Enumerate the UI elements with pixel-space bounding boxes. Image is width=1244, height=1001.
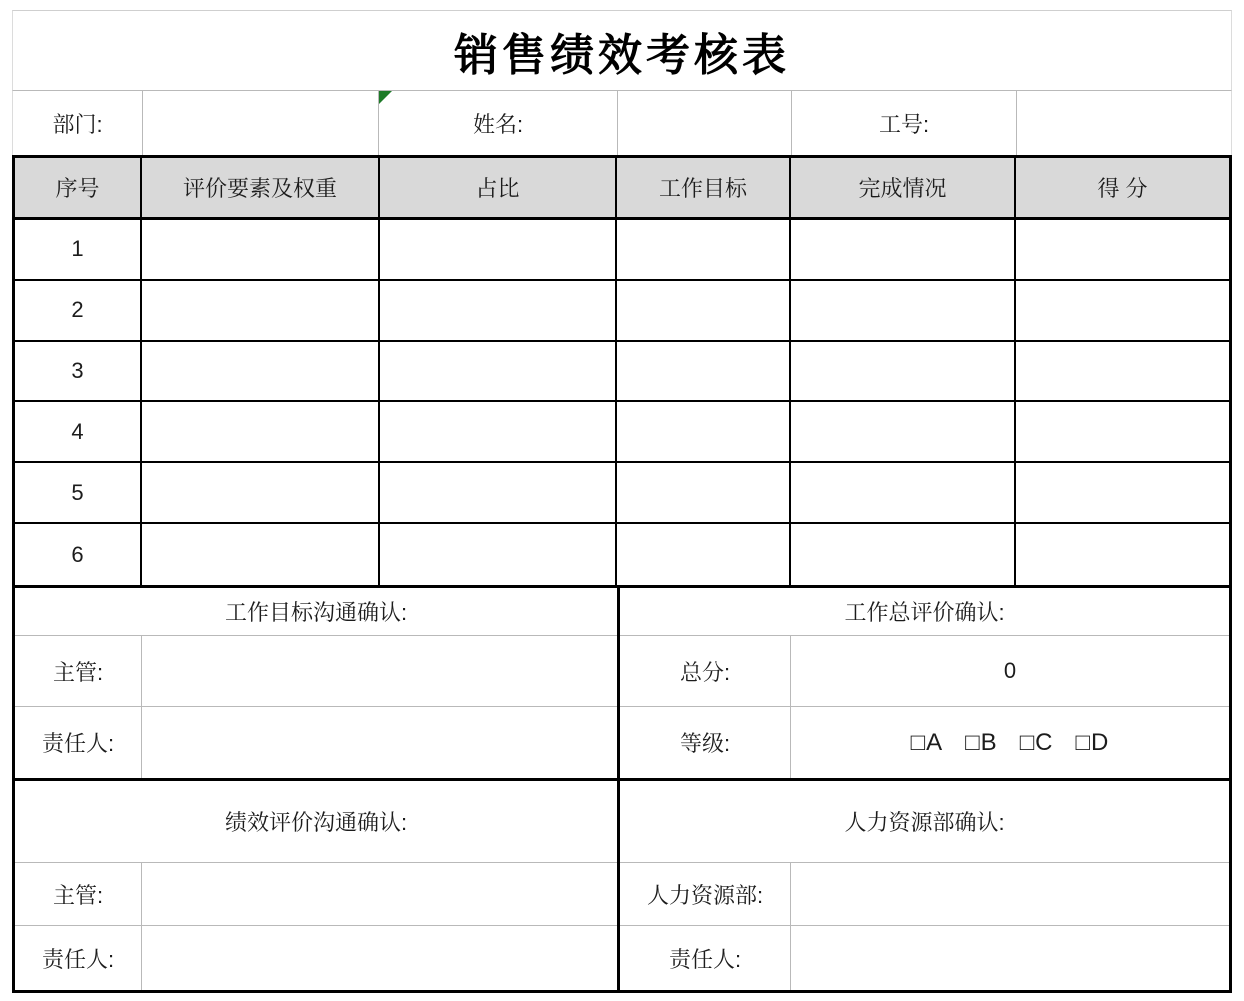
ratio-cell[interactable] bbox=[380, 463, 617, 522]
table-row bbox=[15, 342, 1229, 403]
overall-confirm-heading: 工作总评价确认: bbox=[844, 600, 1005, 625]
supervisor-row bbox=[15, 635, 617, 706]
title-row bbox=[12, 10, 1232, 90]
total-score-label: 总分: bbox=[620, 636, 791, 706]
header-goal: 工作目标 bbox=[617, 158, 791, 217]
completion-cell[interactable] bbox=[791, 524, 1016, 585]
completion-cell[interactable] bbox=[791, 281, 1016, 340]
factor-cell[interactable] bbox=[142, 342, 380, 401]
completion-cell[interactable] bbox=[791, 220, 1016, 279]
responsible-signature-cell[interactable] bbox=[142, 707, 617, 778]
row-number: 2 bbox=[15, 281, 142, 340]
factor-cell[interactable] bbox=[142, 524, 380, 585]
table-row bbox=[15, 402, 1229, 463]
responsible-label: 责任人: bbox=[620, 926, 791, 990]
goal-confirm-heading: 工作目标沟通确认: bbox=[224, 600, 408, 625]
bottom-confirm-section bbox=[12, 778, 1232, 993]
supervisor-row bbox=[15, 862, 617, 925]
responsible-signature-cell[interactable] bbox=[142, 926, 617, 990]
row-number: 1 bbox=[15, 220, 142, 279]
score-cell[interactable] bbox=[1016, 281, 1229, 340]
perf-confirm-heading: 绩效评价沟通确认: bbox=[224, 810, 408, 835]
goal-confirm-block bbox=[15, 588, 620, 778]
ratio-cell[interactable] bbox=[380, 524, 617, 585]
hr-confirm-heading: 人力资源部确认: bbox=[844, 810, 1005, 835]
sales-performance-form bbox=[12, 10, 1232, 993]
table-row bbox=[15, 220, 1229, 281]
row-number: 4 bbox=[15, 402, 142, 461]
perf-confirm-block bbox=[15, 781, 620, 990]
completion-cell[interactable] bbox=[791, 463, 1016, 522]
total-score-value: 0 bbox=[1003, 658, 1017, 683]
name-label-cell bbox=[379, 91, 618, 155]
goal-cell[interactable] bbox=[617, 402, 791, 461]
ratio-cell[interactable] bbox=[380, 220, 617, 279]
hr-signature-cell[interactable] bbox=[791, 863, 1229, 925]
grade-checkbox-b[interactable]: □B bbox=[965, 728, 998, 756]
row-number: 5 bbox=[15, 463, 142, 522]
factor-cell[interactable] bbox=[142, 281, 380, 340]
header-ratio: 占比 bbox=[380, 158, 617, 217]
grade-row bbox=[620, 706, 1229, 778]
score-cell[interactable] bbox=[1016, 342, 1229, 401]
hr-row bbox=[620, 862, 1229, 925]
factor-cell[interactable] bbox=[142, 402, 380, 461]
goal-cell[interactable] bbox=[617, 281, 791, 340]
mid-confirm-section bbox=[12, 588, 1232, 778]
goal-cell[interactable] bbox=[617, 463, 791, 522]
responsible-signature-cell[interactable] bbox=[791, 926, 1229, 990]
overall-confirm-block bbox=[620, 588, 1229, 778]
table-header-row bbox=[15, 158, 1229, 220]
ratio-cell[interactable] bbox=[380, 281, 617, 340]
goal-cell[interactable] bbox=[617, 342, 791, 401]
factor-cell[interactable] bbox=[142, 220, 380, 279]
total-score-row bbox=[620, 635, 1229, 706]
score-cell[interactable] bbox=[1016, 220, 1229, 279]
responsible-label: 责任人: bbox=[15, 926, 142, 990]
employee-id-label: 工号: bbox=[792, 91, 1017, 155]
ratio-cell[interactable] bbox=[380, 402, 617, 461]
grade-checkbox-d[interactable]: □D bbox=[1075, 728, 1110, 756]
name-input-cell[interactable] bbox=[618, 91, 792, 155]
table-row bbox=[15, 281, 1229, 342]
department-label: 部门: bbox=[13, 91, 143, 155]
hr-label: 人力资源部: bbox=[620, 863, 791, 925]
completion-cell[interactable] bbox=[791, 402, 1016, 461]
header-completion: 完成情况 bbox=[791, 158, 1016, 217]
page-title: 销售绩效考核表 bbox=[454, 30, 790, 80]
supervisor-signature-cell[interactable] bbox=[142, 863, 617, 925]
header-score: 得 分 bbox=[1097, 176, 1148, 201]
table-row bbox=[15, 463, 1229, 524]
supervisor-label: 主管: bbox=[15, 863, 142, 925]
supervisor-label: 主管: bbox=[15, 636, 142, 706]
department-input-cell[interactable] bbox=[143, 91, 379, 155]
grade-label: 等级: bbox=[620, 707, 791, 778]
header-factor: 评价要素及权重 bbox=[142, 158, 380, 217]
header-no: 序号 bbox=[15, 158, 142, 217]
responsible-row bbox=[15, 925, 617, 990]
responsible-label: 责任人: bbox=[15, 707, 142, 778]
goal-cell[interactable] bbox=[617, 220, 791, 279]
name-label: 姓名: bbox=[472, 111, 524, 137]
table-row bbox=[15, 524, 1229, 585]
factor-cell[interactable] bbox=[142, 463, 380, 522]
goal-cell[interactable] bbox=[617, 524, 791, 585]
row-number: 6 bbox=[15, 524, 142, 585]
employee-id-input-cell[interactable] bbox=[1017, 91, 1231, 155]
evaluation-table bbox=[12, 155, 1232, 588]
grade-checkbox-a[interactable]: □A bbox=[910, 728, 944, 756]
ratio-cell[interactable] bbox=[380, 342, 617, 401]
score-cell[interactable] bbox=[1016, 463, 1229, 522]
responsible-row bbox=[620, 925, 1229, 990]
responsible-row bbox=[15, 706, 617, 778]
score-cell[interactable] bbox=[1016, 402, 1229, 461]
score-cell[interactable] bbox=[1016, 524, 1229, 585]
supervisor-signature-cell[interactable] bbox=[142, 636, 617, 706]
grade-options bbox=[791, 707, 1229, 778]
info-row bbox=[12, 90, 1232, 155]
cell-error-flag-icon bbox=[379, 91, 392, 104]
completion-cell[interactable] bbox=[791, 342, 1016, 401]
hr-confirm-block bbox=[620, 781, 1229, 990]
grade-checkbox-c[interactable]: □C bbox=[1019, 728, 1054, 756]
row-number: 3 bbox=[15, 342, 142, 401]
